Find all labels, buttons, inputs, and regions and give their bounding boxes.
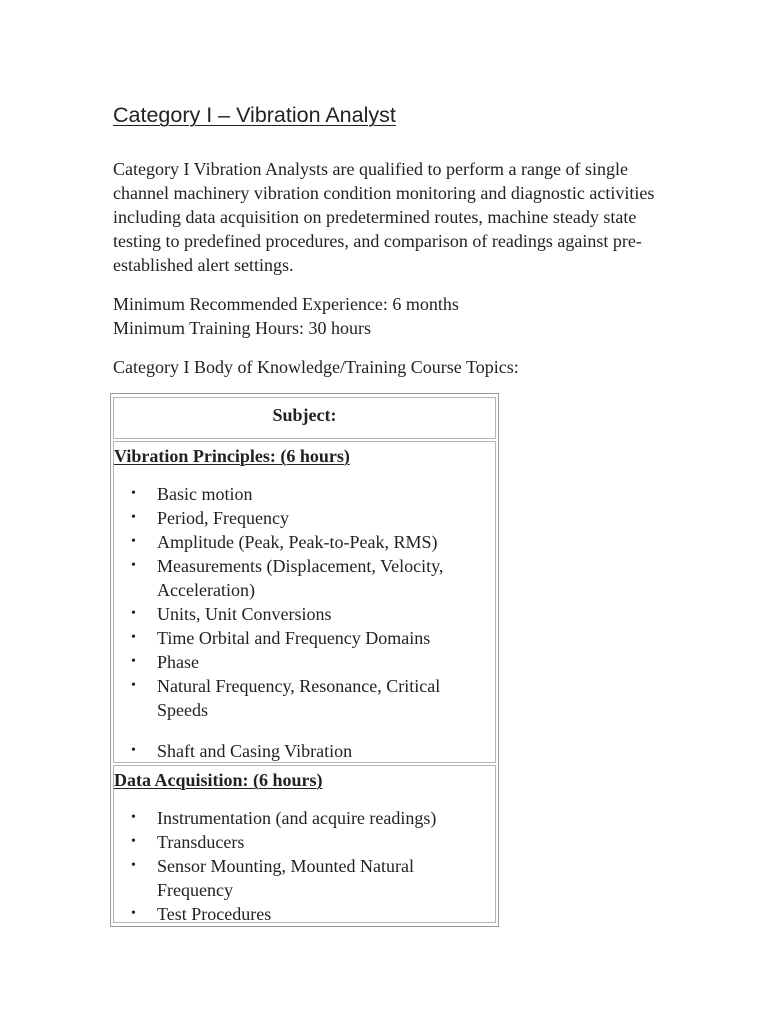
- section-title: Data Acquisition: (6 hours): [114, 770, 323, 790]
- table-header: Subject:: [272, 405, 337, 425]
- bullet-icon: •: [131, 654, 136, 669]
- topics-table: [110, 393, 499, 927]
- bullet-icon: •: [131, 558, 136, 573]
- bullet-icon: •: [131, 486, 136, 501]
- experience-requirement: Minimum Recommended Experience: 6 months: [113, 294, 459, 314]
- intro-paragraph: Category I Vibration Analysts are qualified to perform a range of single channel machinery vibration condition monitoring and diagnostic activities including data acquisition on predetermined routes, machine steady state testing to predefined procedures, and comparison of readings against pre-established alert settings.: [113, 159, 655, 275]
- bullet-icon: •: [131, 678, 136, 693]
- bullet-icon: •: [131, 606, 136, 621]
- bullet-icon: •: [131, 743, 136, 758]
- training-requirement: Minimum Training Hours: 30 hours: [113, 318, 372, 338]
- bullet-icon: •: [131, 510, 136, 525]
- bullet-icon: •: [131, 906, 136, 921]
- section-title: Vibration Principles: (6 hours): [114, 446, 350, 466]
- bullet-icon: •: [131, 534, 136, 549]
- section-cell-data-acquisition: Data Acquisition: (6 hours) • Instrumentation (and acquire readings) • Transducers • Sensor Mounting, Mounted Natural Frequency • Test Procedures: [113, 765, 496, 923]
- section-cell-vibration-principles: Vibration Principles: (6 hours) • Basic motion • Period, Frequency • Amplitude (Peak, Peak-to-Peak, RMS) • Measurements (Displacement, Velocity, Acceleration) • Units, Unit Conversions • Time Orbital and Frequency Domains • Phase • Natural Frequency, Resonance, Critical Speeds • Shaft and Casing Vibration: [113, 441, 496, 763]
- bullet-icon: •: [131, 630, 136, 645]
- topics-heading: Category I Body of Knowledge/Training Course Topics:: [113, 357, 519, 377]
- bullet-icon: •: [131, 834, 136, 849]
- requirements: [113, 292, 459, 340]
- table-header-cell: [113, 397, 496, 439]
- bullet-icon: •: [131, 858, 136, 873]
- bullet-icon: •: [131, 810, 136, 825]
- page-title: Category I – Vibration Analyst: [113, 103, 396, 127]
